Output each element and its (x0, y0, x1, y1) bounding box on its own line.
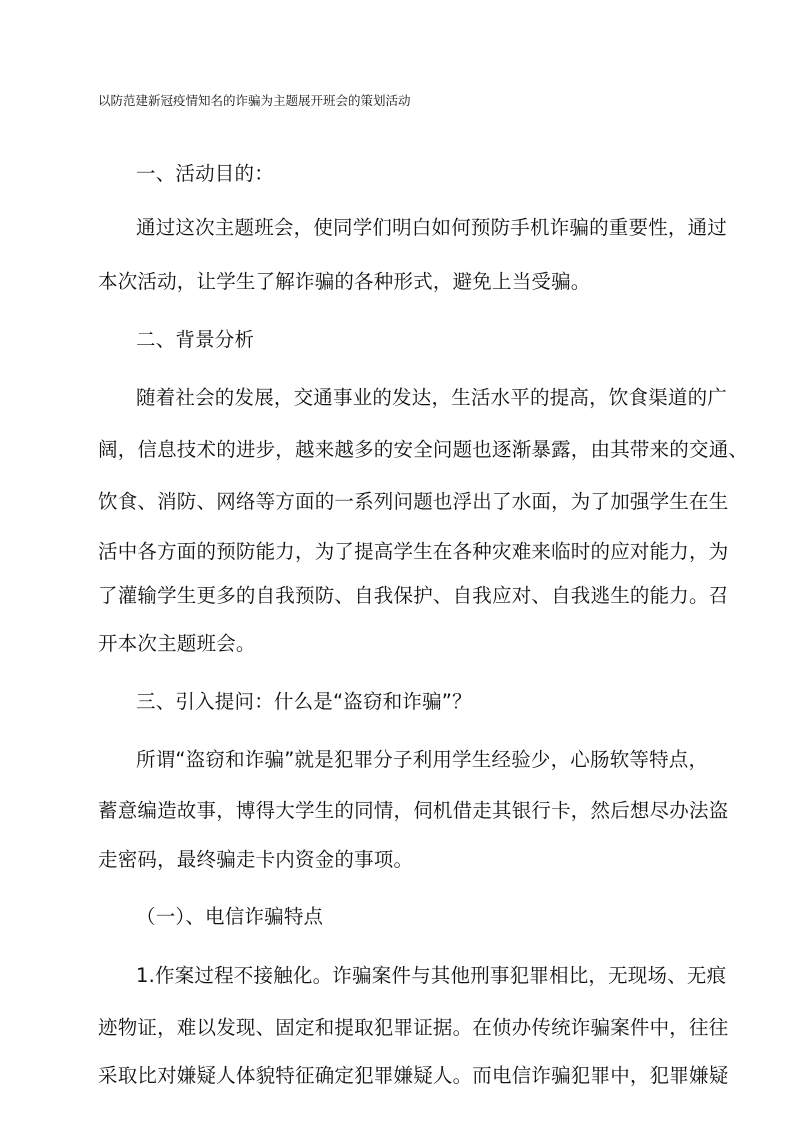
paragraph-line: 了灌输学生更多的自我预防、自我保护、自我应对、自我逃生的能力。召 (98, 584, 729, 607)
paragraph-line: 本次活动，让学生了解诈骗的各种形式，避免上当受骗。 (98, 270, 591, 293)
paragraph-line: 蓄意编造故事，博得大学生的同情，伺机借走其银行卡，然后想尽办法盗 (98, 799, 729, 822)
paragraph-line: 阔，信息技术的进步，越来越多的安全问题也逐渐暴露，由其带来的交通、 (98, 438, 749, 461)
paragraph-line: 随着社会的发展，交通事业的发达，生活水平的提高，饮食渠道的广 (136, 386, 728, 409)
section-heading-background: 二、背景分析 (136, 328, 255, 351)
paragraph-line: 迹物证，难以发现、固定和提取犯罪证据。在侦办传统诈骗案件中，往往 (98, 1016, 729, 1039)
paragraph-line: 走密码，最终骗走卡内资金的事项。 (98, 848, 414, 871)
section-heading-purpose: 一、活动目的： (136, 162, 274, 185)
document-title: 以防范建新冠疫情知名的诈骗为主题展开班会的策划活动 (98, 93, 411, 108)
paragraph-line: 1.作案过程不接触化。诈骗案件与其他刑事犯罪相比，无现场、无痕 (136, 964, 727, 987)
paragraph-line: 开本次主题班会。 (98, 632, 256, 655)
paragraph-line: 饮食、消防、网络等方面的一系列问题也浮出了水面，为了加强学生在生 (98, 490, 729, 513)
paragraph-line: 所谓“盗窃和诈骗”就是犯罪分子利用学生经验少，心肠软等特点， (136, 748, 709, 771)
paragraph-line: 采取比对嫌疑人体貌特征确定犯罪嫌疑人。而电信诈骗犯罪中，犯罪嫌疑 (98, 1064, 729, 1087)
section-heading-question: 三、引入提问：什么是“盗窃和诈骗”？ (136, 690, 472, 713)
paragraph-line: 通过这次主题班会，使同学们明白如何预防手机诈骗的重要性，通过 (136, 216, 728, 239)
subsection-heading-telecom-fraud: （一）、电信诈骗特点 (136, 905, 324, 928)
paragraph-line: 活中各方面的预防能力，为了提高学生在各种灾难来临时的应对能力，为 (98, 540, 729, 563)
